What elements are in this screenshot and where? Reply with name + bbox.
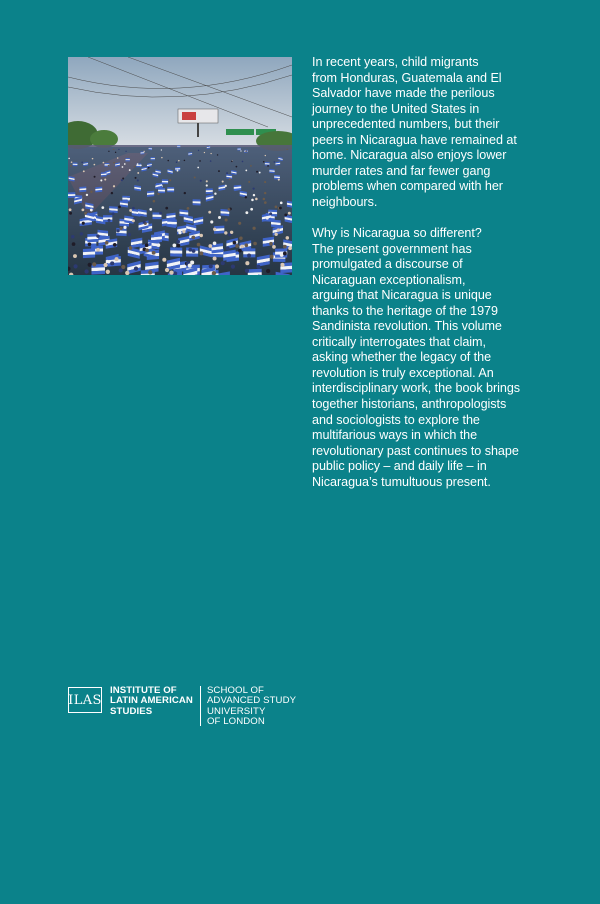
crowd-figure [209, 264, 213, 268]
crowd-figure [245, 196, 247, 198]
crowd-figure [204, 152, 205, 153]
crowd-figure [184, 160, 186, 162]
crowd-figure [92, 262, 96, 266]
crowd-figure [169, 179, 171, 181]
crowd-figure [213, 241, 217, 245]
crowd-figure [123, 226, 126, 229]
crowd-figure [197, 243, 201, 247]
crowd-figure [280, 263, 284, 267]
crowd-figure [83, 170, 85, 172]
crowd-figure [269, 212, 272, 215]
crowd-figure [275, 206, 278, 209]
crowd-figure [100, 179, 102, 181]
crowd-figure [263, 161, 265, 163]
crowd-figure [122, 166, 124, 168]
crowd-figure [112, 212, 115, 215]
crowd-figure [278, 179, 280, 181]
crowd-figure [208, 244, 212, 248]
crowd-figure [88, 242, 92, 246]
crowd-figure [240, 150, 241, 151]
crowd-figure [145, 248, 149, 252]
crowd-figure [215, 264, 219, 268]
flag [237, 148, 240, 151]
crowd-figure [277, 228, 280, 231]
crowd-figure [69, 208, 72, 211]
crowd-figure [152, 251, 156, 255]
crowd-figure [200, 180, 202, 182]
crowd-figure [247, 254, 251, 258]
crowd-figure [119, 268, 123, 272]
crowd-figure [71, 235, 74, 238]
flag [98, 230, 108, 239]
logo-divider [200, 686, 201, 726]
crowd-figure [213, 228, 216, 231]
flag [73, 163, 78, 167]
crowd-figure [72, 242, 76, 246]
crowd-figure [245, 170, 247, 172]
institute-name: INSTITUTE OF LATIN AMERICAN STUDIES [110, 685, 193, 717]
flag [275, 162, 280, 166]
flag [269, 169, 274, 173]
crowd-figure [250, 165, 252, 167]
crowd-figure [103, 263, 107, 267]
crowd-figure [210, 220, 213, 223]
crowd-figure [161, 149, 162, 150]
billboard-graphic [182, 112, 196, 120]
crowd-figure [162, 258, 166, 262]
crowd-figure [245, 261, 249, 265]
crowd-figure [157, 193, 159, 195]
flag [126, 158, 130, 161]
crowd-figure [108, 165, 110, 167]
crowd-figure [221, 261, 225, 265]
crowd-figure [182, 230, 185, 233]
crowd-figure [149, 208, 152, 211]
crowd-figure [188, 248, 192, 252]
crowd-figure [80, 232, 83, 235]
crowd-figure [192, 249, 196, 253]
crowd-figure [90, 209, 93, 212]
photo-illustration [68, 57, 292, 275]
crowd-figure [287, 149, 288, 150]
crowd-figure [269, 242, 273, 246]
crowd-figure [134, 266, 138, 270]
crowd-figure [228, 208, 231, 211]
crowd-figure [256, 171, 258, 173]
crowd-figure [280, 202, 283, 205]
crowd-figure [213, 256, 217, 260]
crowd-figure [225, 219, 228, 222]
crowd-figure [270, 255, 274, 259]
crowd-figure [263, 198, 266, 201]
crowd-figure [81, 161, 83, 163]
crowd-figure [118, 205, 121, 208]
crowd-figure [105, 241, 109, 245]
crowd-figure [153, 200, 156, 203]
crowd-figure [137, 179, 139, 181]
school-name: SCHOOL OF ADVANCED STUDY UNIVERSITY OF LONDON [206, 685, 297, 728]
crowd-figure [113, 185, 115, 187]
flag [223, 250, 235, 261]
crowd-figure [161, 157, 163, 159]
crowd-figure [284, 213, 287, 216]
crowd-figure [279, 207, 282, 210]
crowd-figure [214, 192, 216, 194]
crowd-figure [222, 180, 224, 182]
crowd-figure [194, 177, 196, 179]
crowd-figure [129, 209, 132, 212]
crowd-figure [103, 162, 105, 164]
crowd-figure [113, 162, 115, 164]
crowd-figure [176, 240, 180, 244]
crowd-figure [210, 153, 211, 154]
flag [101, 172, 107, 177]
crowd-figure [208, 211, 211, 214]
crowd-figure [288, 212, 291, 215]
crowd-figure [115, 152, 116, 153]
crowd-figure [226, 247, 230, 251]
crowd-figure [229, 178, 231, 180]
crowd-figure [199, 160, 201, 162]
crowd-figure [165, 207, 168, 210]
crowd-figure [177, 244, 181, 248]
crowd-figure [274, 161, 276, 163]
crowd-figure [210, 160, 212, 162]
crowd-figure [121, 179, 123, 181]
crowd-figure [73, 254, 77, 258]
flag [188, 152, 192, 155]
crowd-figure [113, 149, 114, 150]
crowd-figure [250, 208, 253, 211]
flag [151, 157, 155, 160]
crowd-figure [94, 176, 96, 178]
crowd-figure [235, 244, 239, 248]
crowd-figure [253, 194, 255, 196]
crowd-figure [88, 263, 92, 267]
flag [124, 215, 133, 223]
flag [83, 248, 95, 258]
crowd-figure [197, 167, 199, 169]
crowd-figure [86, 194, 88, 196]
road-sign [226, 129, 254, 135]
crowd-figure [124, 163, 126, 165]
crowd-figure [127, 233, 130, 236]
flag [158, 188, 165, 193]
flag [68, 192, 75, 198]
crowd-figure [68, 158, 70, 160]
crowd-figure [69, 212, 72, 215]
billboard-post [197, 123, 199, 137]
crowd-figure [143, 151, 144, 152]
crowd-figure [143, 221, 146, 224]
crowd-figure [255, 198, 258, 201]
crowd-figure [71, 161, 73, 163]
crowd-figure [246, 150, 247, 151]
crowd-figure [238, 249, 242, 253]
crowd-figure [137, 172, 139, 174]
crowd-figure [253, 242, 257, 246]
ilas-logo-text: ILAS [68, 692, 102, 708]
crowd-figure [167, 160, 169, 162]
flag [206, 188, 213, 193]
crowd-figure [256, 265, 260, 269]
crowd-figure [118, 149, 119, 150]
crowd-figure [226, 172, 228, 174]
crowd-figure [117, 157, 119, 159]
flag [211, 243, 223, 253]
crowd-figure [125, 271, 129, 275]
crowd-figure [140, 165, 142, 167]
crowd-figure [283, 245, 287, 249]
crowd-figure [111, 192, 113, 194]
crowd-figure [231, 265, 235, 269]
crowd-figure [252, 227, 255, 230]
flag [265, 162, 270, 166]
crowd-figure [265, 155, 266, 156]
crowd-figure [116, 229, 119, 232]
crowd-figure [242, 161, 244, 163]
crowd-figure [266, 217, 269, 220]
crowd-figure [169, 270, 173, 274]
crowd-figure [264, 192, 266, 194]
crowd-figure [192, 236, 195, 239]
flag [109, 206, 117, 213]
publisher-logo [68, 686, 296, 728]
crowd-figure [90, 191, 92, 193]
crowd-figure [129, 169, 131, 171]
crowd-figure [240, 245, 244, 249]
ilas-logo-mark [68, 687, 102, 713]
crowd-figure [165, 268, 169, 272]
crowd-figure [125, 151, 126, 152]
crowd-figure [173, 244, 177, 248]
crowd-figure [206, 180, 208, 182]
crowd-figure [252, 188, 254, 190]
crowd-figure [119, 227, 122, 230]
crowd-figure [113, 243, 117, 247]
crowd-figure [157, 243, 161, 247]
crowd-figure [84, 212, 87, 215]
crowd-figure [231, 161, 233, 163]
crowd-figure [108, 219, 111, 222]
crowd-figure [251, 199, 254, 202]
crowd-figure [176, 161, 178, 163]
crowd-figure [96, 248, 100, 252]
crowd-figure [122, 178, 124, 180]
crowd-figure [148, 270, 152, 274]
flag [167, 187, 174, 192]
crowd-figure [200, 234, 203, 237]
crowd-figure [82, 222, 85, 225]
crowd-figure [264, 181, 266, 183]
crowd-figure [115, 257, 119, 261]
crowd-figure [134, 166, 136, 168]
crowd-figure [84, 269, 88, 273]
flag [134, 185, 141, 191]
flag [193, 199, 201, 205]
crowd-figure [199, 251, 203, 255]
crowd-figure [244, 243, 248, 247]
flag [120, 200, 128, 207]
crowd-figure [236, 166, 238, 168]
crowd-figure [245, 211, 248, 214]
crowd-figure [159, 212, 162, 215]
crowd-figure [286, 236, 289, 239]
flag [226, 174, 232, 179]
crowd-figure [248, 181, 250, 183]
crowd-figure [132, 207, 135, 210]
crowd-figure [145, 243, 149, 247]
crowd-figure [283, 252, 287, 256]
flag [177, 145, 180, 147]
crowd-figure [104, 179, 106, 181]
flag [79, 186, 86, 192]
crowd-figure [81, 208, 84, 211]
crowd-figure [127, 198, 130, 201]
crowd-figure [177, 170, 179, 172]
crowd-figure [239, 237, 242, 240]
protest-crowd-photo [68, 57, 292, 275]
crowd-figure [94, 164, 96, 166]
crowd-figure [178, 160, 180, 162]
crowd-figure [198, 150, 199, 151]
crowd-figure [101, 206, 104, 209]
crowd-figure [108, 151, 109, 152]
crowd-figure [233, 241, 237, 245]
crowd-figure [274, 233, 277, 236]
flag [162, 179, 168, 184]
flag [149, 147, 152, 150]
crowd-figure [184, 192, 186, 194]
crowd-figure [288, 246, 292, 250]
crowd-figure [92, 158, 94, 160]
crowd-figure [129, 246, 133, 250]
blurb-paragraph-1: In recent years, child migrants from Honduras, Guatemala and El Salvador have made the perilous journey to the United States in unprecedented numbers, but their peers in Nicaragua have remained at home. Nicaragua also enjoys lower murder rates and far fewer gang problems when compared with her neighbours. [312, 55, 517, 209]
flag [234, 185, 241, 191]
crowd-figure [148, 167, 150, 169]
crowd-figure [245, 269, 249, 273]
crowd-figure [206, 184, 208, 186]
blurb-paragraph-2: Why is Nicaragua so different? The present government has promulgated a discourse of Nicaraguan exceptionalism, arguing that Nicaragua is unique thanks to the heritage of the 1979 Sandinista revolution. This volume critically interrogates that claim, asking whether the legacy of the revolution is truly exceptional. An interdisciplinary work, the book brings together historians, anthropologists and sociologists to explore the multifarious ways in which the revolutionary past continues to shape public policy – and daily life – in Nicaragua’s tumultuous present. [312, 225, 521, 489]
flag [167, 219, 177, 226]
crowd-figure [267, 165, 269, 167]
flag [147, 191, 154, 197]
flag [108, 256, 121, 267]
crowd-figure [137, 163, 139, 165]
crowd-figure [110, 261, 114, 265]
crowd-figure [218, 170, 220, 172]
flag [248, 269, 262, 275]
crowd-figure [225, 185, 227, 187]
crowd-figure [132, 219, 135, 222]
flag [87, 234, 98, 243]
crowd-figure [73, 264, 77, 268]
crowd-figure [224, 231, 227, 234]
crowd-figure [217, 154, 218, 155]
crowd-figure [264, 201, 267, 204]
flag [95, 187, 102, 193]
crowd-figure [259, 172, 261, 174]
crowd-figure [70, 165, 72, 167]
crowd-figure [188, 264, 192, 268]
flag [263, 237, 274, 247]
crowd-figure [187, 207, 190, 210]
crowd-figure [272, 245, 276, 249]
crowd-figure [218, 216, 221, 219]
crowd-figure [178, 231, 181, 234]
crowd-figure [121, 265, 125, 269]
back-cover-blurb [312, 55, 544, 490]
crowd-figure [266, 269, 270, 273]
crowd-figure [96, 234, 99, 237]
flag [170, 247, 182, 256]
crowd-figure [238, 222, 241, 225]
crowd-figure [230, 231, 233, 234]
crowd-figure [106, 270, 110, 274]
crowd-figure [135, 177, 137, 179]
